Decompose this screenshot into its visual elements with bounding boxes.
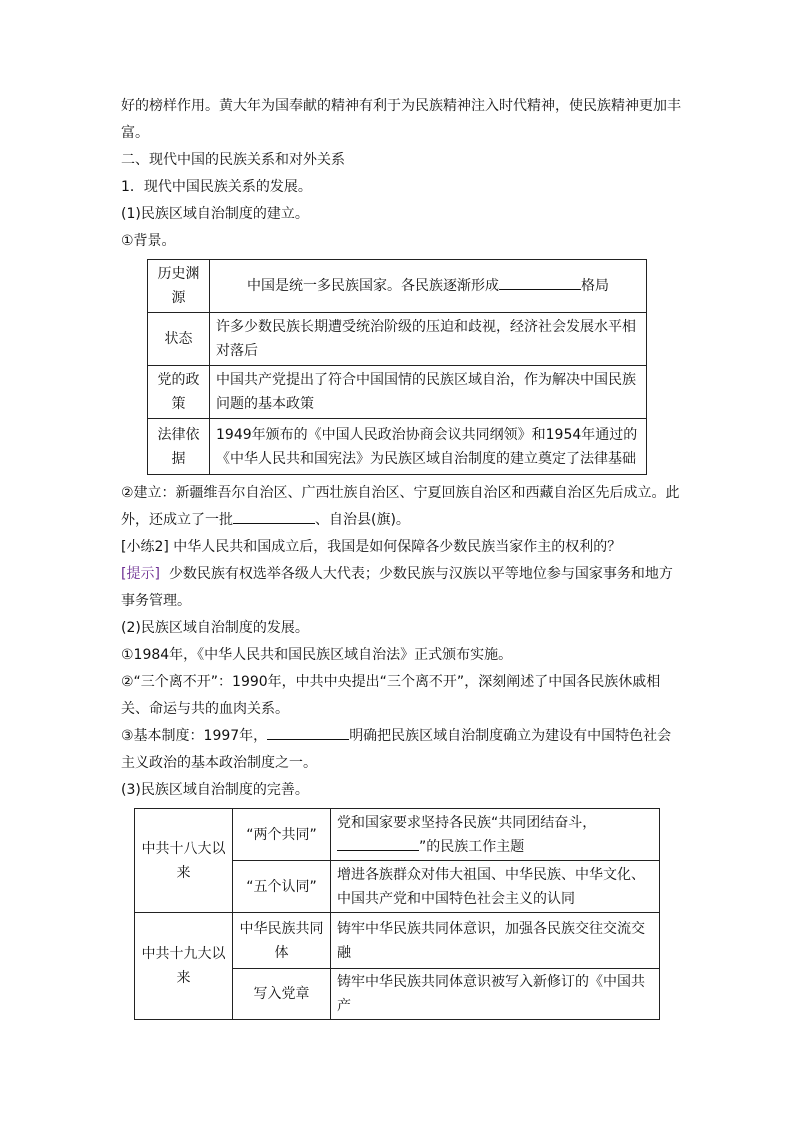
develop-point-2-line-1: ②“三个离不开”：1990年，中共中央提出“三个离不开”，深刻阐述了中国各民族休戚相 [121,674,661,690]
develop-point-3-line-2: 主义政治的基本政治制度之一。 [121,755,317,771]
row-content: 1949年颁布的《中国人民政治协商会议共同纲领》和1954年通过的《中华人民共和国宪法》为民族区域自治制度的建立奠定了法律基础 [210,419,647,475]
group-label: 中共十九大以来 [135,913,233,1020]
table-row [135,913,660,969]
intro-line-2: 富。 [121,125,149,141]
practice-tip-line-1: [提示] 少数民族有权选举各级人大代表；少数民族与汉族以平等地位参与国家事务和地方 [121,566,673,582]
table-row [148,366,647,419]
row-label: 法律依据 [148,419,210,475]
fill-blank[interactable] [267,725,349,740]
table-row [135,809,660,861]
row-label: 历史渊源 [148,260,210,313]
item-1-heading: 1．现代中国民族关系的发展。 [121,179,312,195]
develop-point-3-line-1: ③基本制度：1997年， 明确把民族区域自治制度确立为建设有中国特色社会 [121,723,676,750]
content-cell: 党和国家要求坚持各民族“共同团结奋斗， ”的民族工作主题 [331,809,660,861]
intro-line-1: 好的榜样作用。黄大年为国奉献的精神有利于为民族精神注入时代精神，使民族精神更加丰 [121,98,681,114]
term-cell: “五个认同” [233,861,331,913]
content-cell: 铸牢中华民族共同体意识被写入新修订的《中国共产 [331,969,660,1020]
fill-blank[interactable] [499,275,581,290]
content-cell: 铸牢中华民族共同体意识，加强各民族交往交流交融 [331,913,660,969]
fill-blank[interactable] [233,509,315,524]
row-label: 党的政策 [148,366,210,419]
develop-heading: (2)民族区域自治制度的发展。 [121,620,309,636]
group-label: 中共十八大以来 [135,809,233,913]
row-label: 状态 [148,313,210,366]
row-content: 中国共产党提出了符合中国国情的民族区域自治，作为解决中国民族问题的基本政策 [210,366,647,419]
tip-label: [提示] [121,566,160,582]
develop-point-1: ①1984年，《中华人民共和国民族区域自治法》正式颁布实施。 [121,647,513,663]
establish-line-1: ②建立：新疆维吾尔自治区、广西壮族自治区、宁夏回族自治区和西藏自治区先后成立。此 [121,485,680,501]
content-cell: 增进各族群众对伟大祖国、中华民族、中华文化、中国共产党和中国特色社会主义的认同 [331,861,660,913]
row-content: 许多少数民族长期遭受统治阶级的压迫和歧视，经济社会发展水平相对落后 [210,313,647,366]
background-table [147,259,647,475]
sub-heading-1: (1)民族区域自治制度的建立。 [121,206,309,222]
background-heading: ①背景。 [121,233,176,249]
practice-question: [小练2] 中华人民共和国成立后，我国是如何保障各少数民族当家作主的权利的？ [121,539,622,555]
table-row [148,419,647,475]
fill-blank[interactable] [337,836,419,851]
section-title: 二、现代中国的民族关系和对外关系 [121,152,345,168]
table-row [148,313,647,366]
term-cell: 中华民族共同体 [233,913,331,969]
row-content: 中国是统一多民族国家。各民族逐渐形成 格局 [210,260,647,313]
improve-heading: (3)民族区域自治制度的完善。 [121,782,309,798]
table-row [148,260,647,313]
practice-tip-line-2: 事务管理。 [121,593,191,609]
develop-point-2-line-2: 关、命运与共的血肉关系。 [121,701,289,717]
establish-line-2: 外，还成立了一批 、自治县(旗)。 [121,507,676,534]
term-cell: 写入党章 [233,969,331,1020]
term-cell: “两个共同” [233,809,331,861]
improvement-table [134,808,660,1020]
